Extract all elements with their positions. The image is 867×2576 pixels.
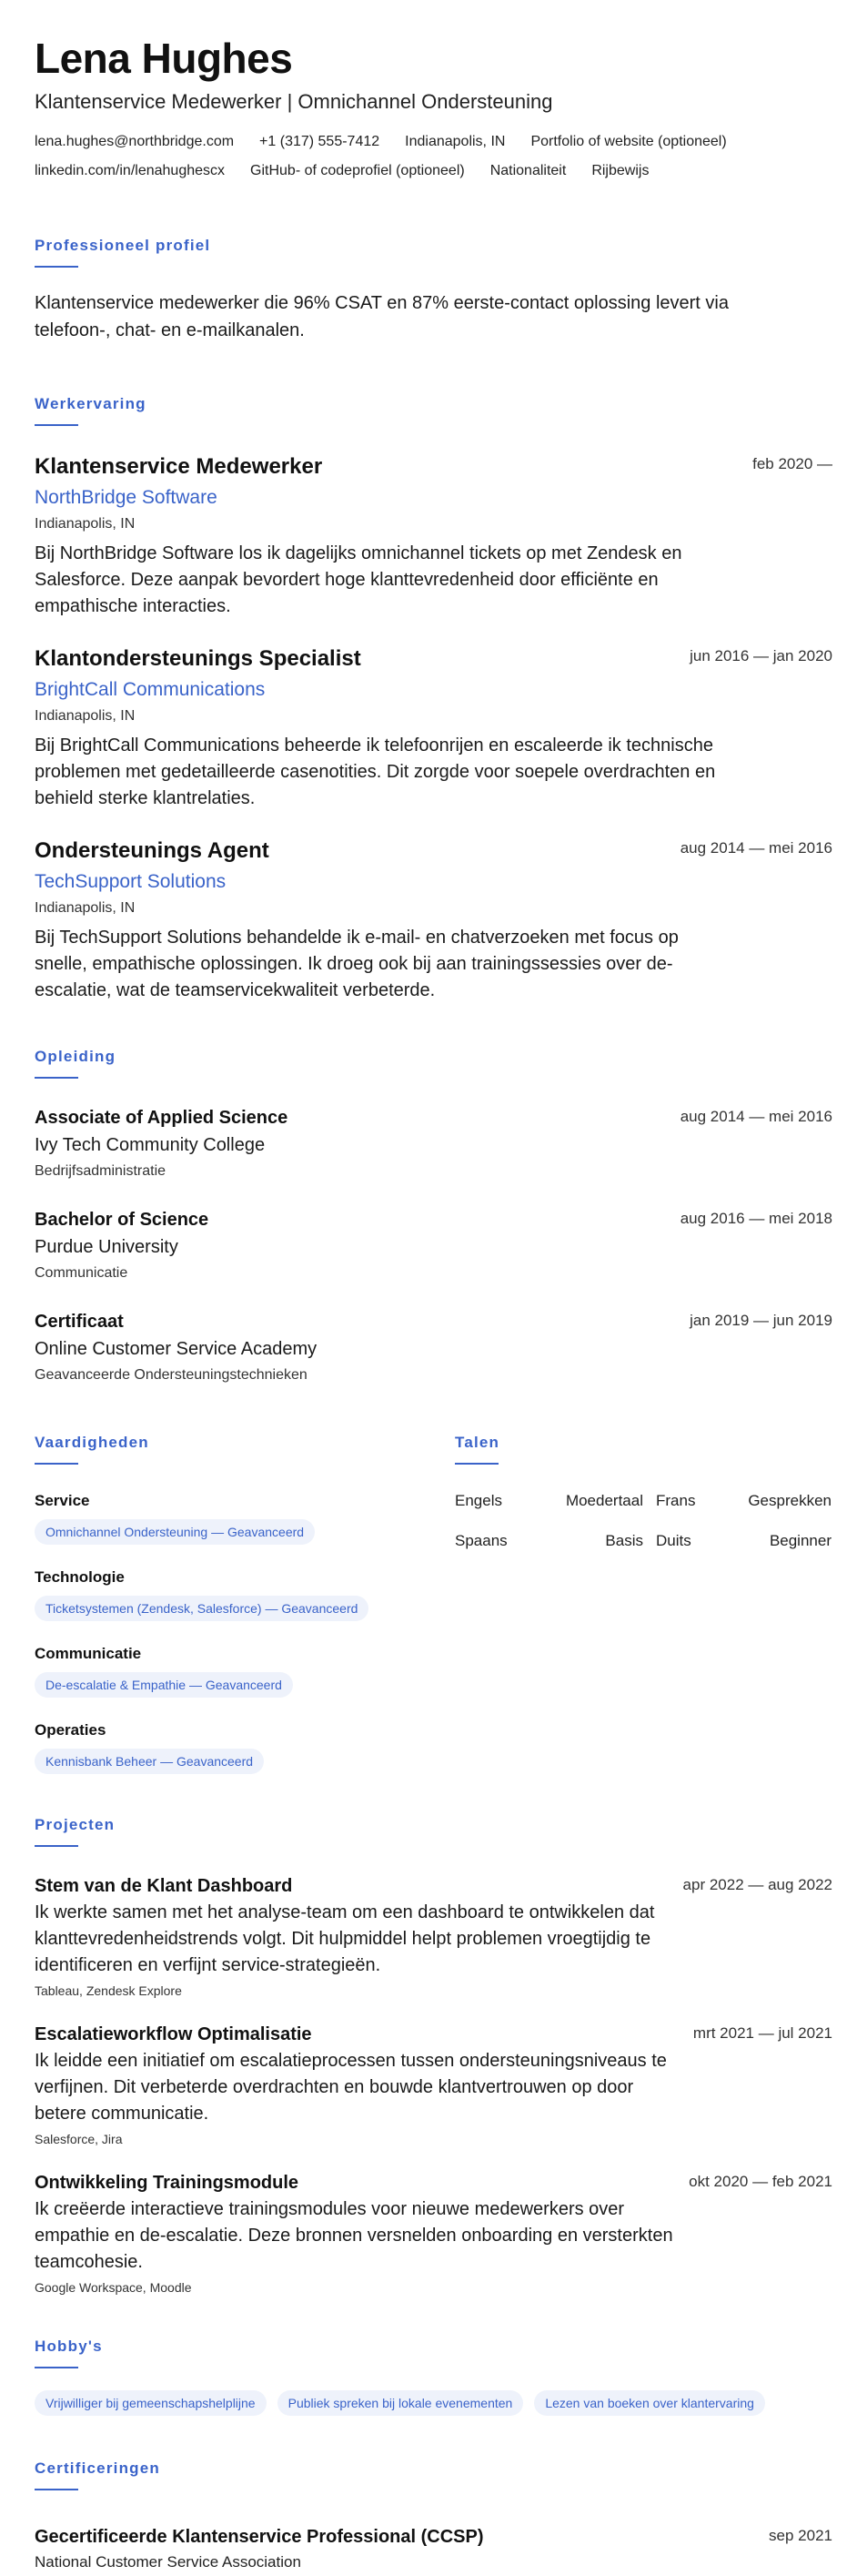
contact-list — [35, 133, 817, 180]
section-divider — [35, 1077, 78, 1079]
skill-category: Operaties — [35, 1721, 106, 1739]
section-divider — [35, 1845, 78, 1847]
language-level: Basis — [605, 1532, 643, 1549]
projects-section — [35, 1816, 832, 2296]
job-title: Klantenservice Medewerker — [35, 454, 323, 479]
experience-entry — [35, 453, 832, 620]
section-title: Vaardigheden — [35, 1434, 149, 1451]
skill-group — [35, 1492, 455, 1545]
section-title: Projecten — [35, 1816, 116, 1833]
education-entry — [35, 1106, 832, 1181]
education-dates: aug 2014 — mei 2016 — [680, 1108, 832, 1125]
field-of-study: Geavanceerde Ondersteuningstechnieken — [35, 1367, 307, 1383]
contact-drivers-license: Rijbewijs — [591, 163, 650, 178]
education-entry — [35, 1208, 832, 1283]
education-section — [35, 1048, 832, 1384]
project-entry — [35, 2023, 832, 2147]
project-tools: Google Workspace, Moodle — [35, 2280, 192, 2295]
degree-title: Associate of Applied Science — [35, 1108, 288, 1128]
field-of-study: Bedrijfsadministratie — [35, 1163, 166, 1179]
language-item — [455, 1492, 643, 1510]
project-dates: okt 2020 — feb 2021 — [689, 2173, 832, 2190]
language-item — [643, 1532, 832, 1550]
section-divider — [35, 2367, 78, 2368]
project-title: Ontwikkeling Trainingsmodule — [35, 2173, 299, 2193]
project-entry — [35, 2171, 832, 2296]
job-location: Indianapolis, IN — [35, 708, 136, 724]
education-entry — [35, 1310, 832, 1384]
company-name: NorthBridge Software — [35, 487, 217, 508]
section-divider — [35, 266, 78, 268]
contact-nationality: Nationaliteit — [489, 163, 567, 178]
section-title: Opleiding — [35, 1048, 116, 1065]
languages-section — [455, 1434, 832, 1774]
language-level: Beginner — [769, 1532, 832, 1549]
project-description: Ik werkte samen met het analyse-team om een dashboard te ontwikkelen dat klanttevredenheidstrends volgt. Dit hulpmiddel helpt problemen vroegtijdig te identificeren en verfijnt service-strategieën. — [35, 1902, 655, 1975]
project-entry — [35, 1874, 832, 1999]
project-description: Ik leidde een initiatief om escalatieprocessen tussen ondersteuningsniveaus te verfijnen. Dit verbeterde overdrachten en bouwde klantvertrouwen op door betere communicatie. — [35, 2051, 667, 2124]
experience-entry — [35, 837, 832, 1004]
field-of-study: Communicatie — [35, 1265, 128, 1281]
section-divider — [35, 1463, 78, 1465]
contact-github: GitHub- of codeprofiel (optioneel) — [250, 163, 465, 178]
skill-group — [35, 1645, 455, 1698]
language-item — [643, 1492, 832, 1510]
project-dates: mrt 2021 — jul 2021 — [692, 2024, 832, 2042]
language-row — [455, 1492, 832, 1510]
company-name: BrightCall Communications — [35, 679, 266, 700]
school-name: Ivy Tech Community College — [35, 1135, 266, 1155]
section-divider — [35, 424, 78, 426]
certifications-section — [35, 2459, 832, 2572]
skill-category: Technologie — [35, 1568, 125, 1586]
project-dates: apr 2022 — aug 2022 — [682, 1876, 832, 1893]
skills-languages-row — [35, 1434, 832, 1774]
language-row — [455, 1532, 832, 1550]
hobby-tag: Vrijwilliger bij gemeenschapshelplijne — [35, 2390, 267, 2416]
candidate-name: Lena Hughes — [35, 35, 293, 82]
contact-portfolio: Portfolio of website (optioneel) — [530, 134, 727, 149]
language-level: Moedertaal — [565, 1492, 643, 1509]
section-title: Werkervaring — [35, 395, 146, 412]
skill-group — [35, 1721, 455, 1774]
job-dates: aug 2014 — mei 2016 — [680, 839, 832, 857]
skills-section — [35, 1434, 455, 1774]
contact-linkedin[interactable]: linkedin.com/in/lenahughescx — [35, 163, 226, 178]
project-title: Escalatieworkflow Optimalisatie — [35, 2024, 312, 2044]
experience-entry — [35, 645, 832, 812]
degree-title: Certificaat — [35, 1312, 124, 1332]
section-divider — [455, 1463, 499, 1465]
profile-section — [35, 237, 832, 344]
school-name: Online Customer Service Academy — [35, 1339, 318, 1359]
education-dates: aug 2016 — mei 2018 — [680, 1210, 832, 1227]
job-location: Indianapolis, IN — [35, 516, 136, 532]
profile-summary: Klantenservice medewerker die 96% CSAT en 87% eerste-contact oplossing levert via telefoon-, chat- en e-mailkanalen. — [35, 293, 729, 340]
skill-group — [35, 1568, 455, 1621]
contact-phone: +1 (317) 555-7412 — [259, 134, 380, 149]
certification-issuer: National Customer Service Association — [35, 2553, 301, 2571]
section-title: Hobby's — [35, 2338, 103, 2355]
language-name: Spaans — [455, 1532, 508, 1549]
degree-title: Bachelor of Science — [35, 1210, 209, 1230]
skill-tag: De-escalatie & Empathie — Geavanceerd — [35, 1672, 293, 1698]
experience-section — [35, 395, 832, 1004]
language-name: Frans — [656, 1492, 696, 1509]
language-item — [455, 1532, 643, 1550]
certification-date: sep 2021 — [769, 2527, 832, 2544]
job-description: Bij BrightCall Communications beheerde ik telefoonrijen en escaleerde ik technische problemen met gedetailleerde casenotities. Dit zorgde voor soepele overdrachten en behield sterke klantrelaties. — [35, 735, 716, 808]
project-description: Ik creëerde interactieve trainingsmodules voor nieuwe medewerkers over empathie en de-escalatie. Deze bronnen versnelden onboarding en versterkten teamcohesie. — [35, 2199, 673, 2272]
section-divider — [35, 2489, 78, 2490]
hobby-tag: Lezen van boeken over klantervaring — [534, 2390, 765, 2416]
skill-tag: Omnichannel Ondersteuning — Geavanceerd — [35, 1519, 315, 1545]
section-title: Professioneel profiel — [35, 237, 211, 254]
job-title: Ondersteunings Agent — [35, 838, 269, 863]
job-description: Bij NorthBridge Software los ik dagelijks omnichannel tickets op met Zendesk en Salesforce. Deze aanpak bevordert hoge klanttevredenheid door efficiënte en empathische interacties. — [35, 543, 682, 616]
language-level: Gesprekken — [748, 1492, 832, 1509]
certification-entry — [35, 2525, 832, 2572]
project-tools: Salesforce, Jira — [35, 2132, 123, 2146]
language-name: Engels — [455, 1492, 502, 1509]
section-title: Certificeringen — [35, 2459, 160, 2477]
resume-header — [35, 33, 832, 180]
project-tools: Tableau, Zendesk Explore — [35, 1983, 182, 1998]
language-name: Duits — [656, 1532, 691, 1549]
project-title: Stem van de Klant Dashboard — [35, 1876, 293, 1896]
job-description: Bij TechSupport Solutions behandelde ik e-mail- en chatverzoeken met focus op snelle, empathische oplossingen. Ik droeg ook bij aan trainingssessies over de-escalatie, wat de teamservicekwaliteit verbeterde. — [35, 928, 679, 1000]
job-location: Indianapolis, IN — [35, 900, 136, 916]
skill-category: Service — [35, 1492, 90, 1509]
skill-category: Communicatie — [35, 1645, 142, 1662]
section-title: Talen — [455, 1434, 500, 1451]
hobby-tag: Publiek spreken bij lokale evenementen — [277, 2390, 524, 2416]
school-name: Purdue University — [35, 1237, 178, 1257]
hobby-list — [35, 2390, 832, 2416]
job-title: Klantondersteunings Specialist — [35, 646, 361, 671]
certification-title: Gecertificeerde Klantenservice Professional (CCSP) — [35, 2527, 484, 2547]
hobbies-section — [35, 2338, 832, 2416]
company-name: TechSupport Solutions — [35, 871, 227, 892]
job-dates: feb 2020 — — [752, 455, 832, 472]
candidate-headline: Klantenservice Medewerker | Omnichannel Ondersteuning — [35, 90, 553, 113]
job-dates: jun 2016 — jan 2020 — [690, 647, 832, 664]
contact-email[interactable]: lena.hughes@northbridge.com — [35, 134, 235, 149]
skill-tag: Ticketsystemen (Zendesk, Salesforce) — Geavanceerd — [35, 1596, 368, 1621]
contact-location: Indianapolis, IN — [405, 134, 506, 149]
education-dates: jan 2019 — jun 2019 — [690, 1312, 832, 1329]
skill-tag: Kennisbank Beheer — Geavanceerd — [35, 1749, 264, 1774]
